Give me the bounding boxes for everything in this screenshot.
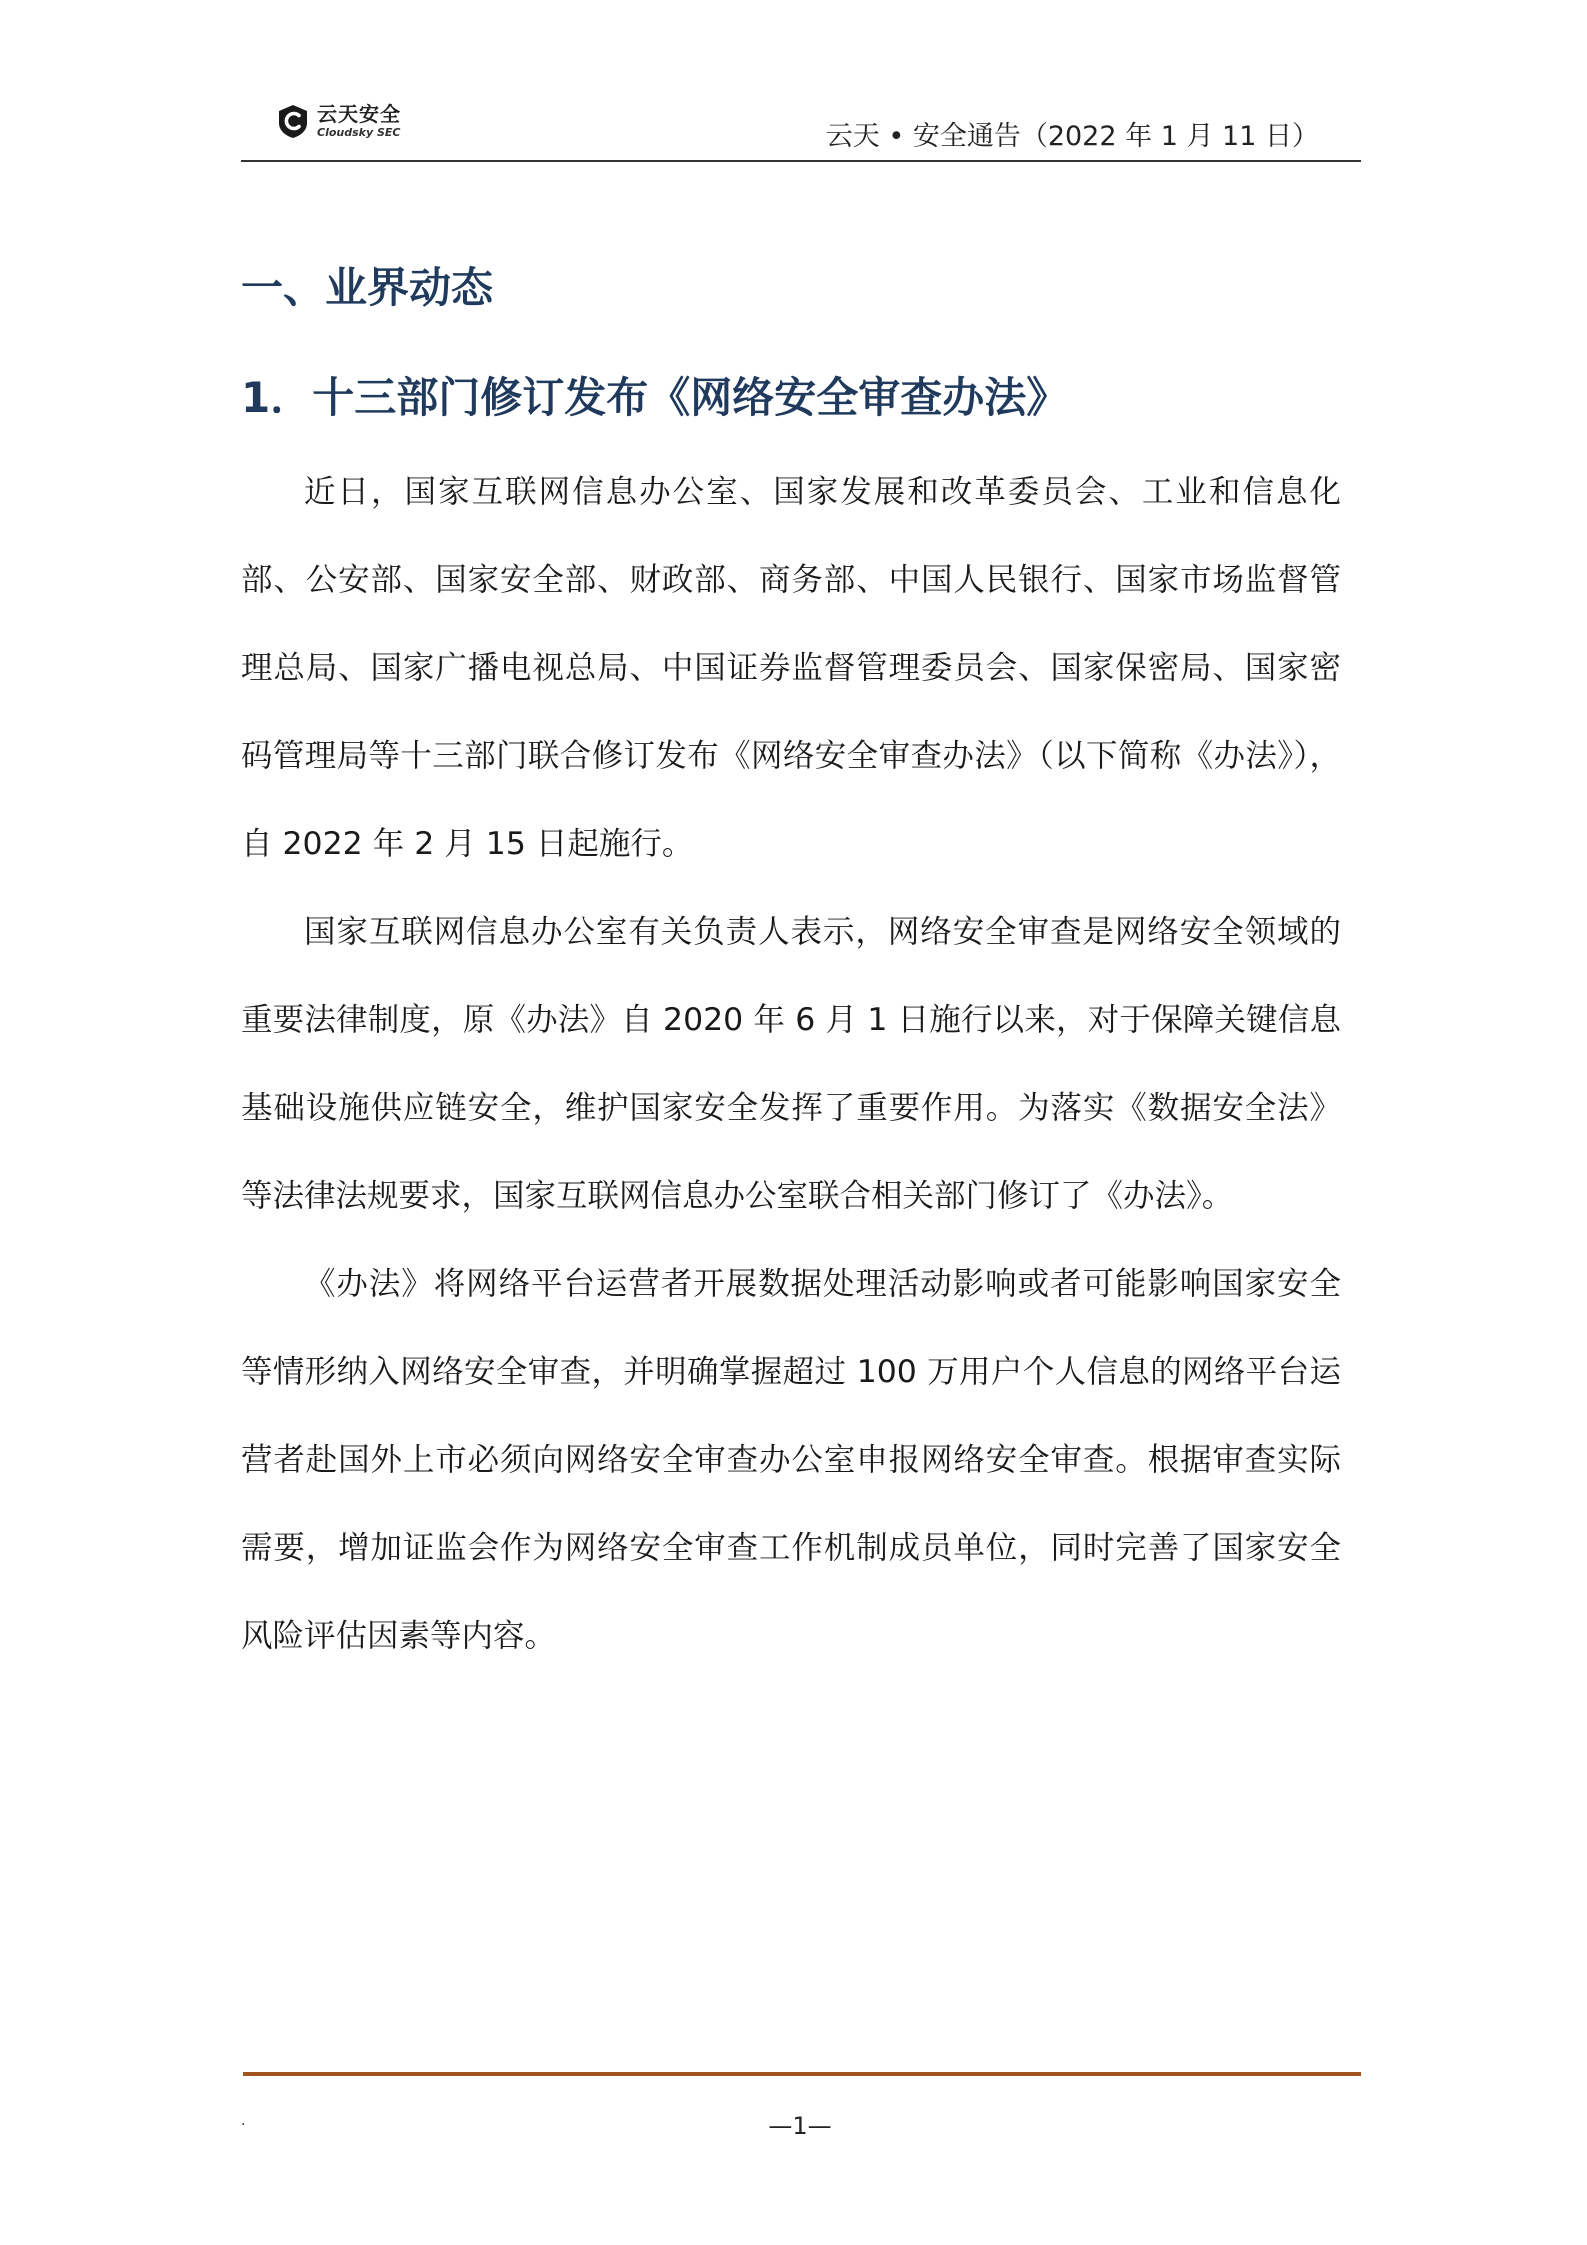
paragraph-2: 国家互联网信息办公室有关负责人表示，网络安全审查是网络安全领域的重要法律制度，原《办法》自 2020 年 6 月 1 日施行以来，对于保障关键信息基础设施供应链安全，维护国家安全发挥了重要作用。为落实《数据安全法》等法律法规要求，国家互联网信息办公室联合相关部门修订了《办法》。: [241, 914, 1341, 1214]
paragraph-1: 近日，国家互联网信息办公室、国家发展和改革委员会、工业和信息化部、公安部、国家安全部、财政部、商务部、中国人民银行、国家市场监督管理总局、国家广播电视总局、中国证券监督管理委员会、国家保密局、国家密码管理局等十三部门联合修订发布《网络安全审查办法》（以下简称《办法》），自 2022 年 2 月 15 日起施行。: [241, 474, 1341, 862]
header-divider: [241, 160, 1361, 162]
header-title: 云天 • 安全通告（2022 年 1 月 11 日）: [825, 121, 1319, 152]
shield-c-icon: [275, 103, 311, 139]
logo-english-text: Cloudsky SEC: [317, 126, 401, 139]
footer-dot: .: [241, 2113, 246, 2129]
article-heading: 1．十三部门修订发布《网络安全审查办法》: [241, 373, 1069, 422]
logo-chinese-text: 云天安全: [317, 102, 401, 126]
page-header: [241, 98, 1361, 162]
page-number: —1—: [768, 2112, 832, 2140]
article-body: [241, 448, 1341, 1680]
logo: [275, 98, 401, 144]
paragraph-3: 《办法》将网络平台运营者开展数据处理活动影响或者可能影响国家安全等情形纳入网络安全审查，并明确掌握超过 100 万用户个人信息的网络平台运营者赴国外上市必须向网络安全审查办公室申报网络安全审查。根据审查实际需要，增加证监会作为网络安全审查工作机制成员单位，同时完善了国家安全风险评估因素等内容。: [241, 1266, 1341, 1654]
section-heading: 一、业界动态: [241, 263, 494, 312]
footer-divider: [243, 2072, 1361, 2076]
